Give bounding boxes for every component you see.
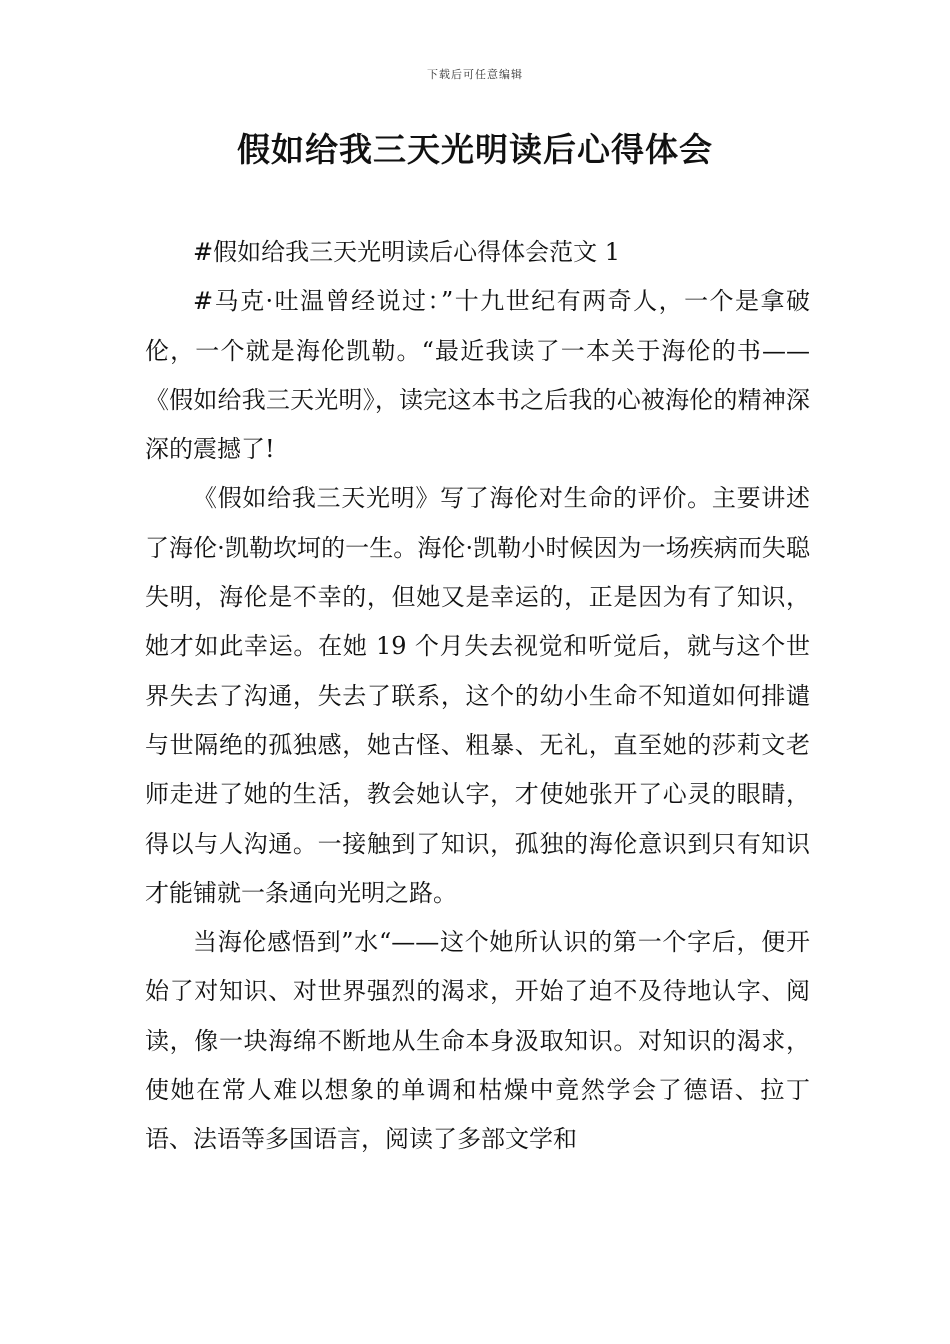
- paragraph: 当海伦感悟到”水“——这个她所认识的第一个字后，便开始了对知识、对世界强烈的渴求，开始了迫不及待地认字、阅读，像一块海绵不断地从生命本身汲取知识。对知识的渴求，使她在常人难以想象的单调和枯燥中竟然学会了德语、拉丁语、法语等多国语言，阅读了多部文学和: [145, 928, 810, 1154]
- page-header-note: 下载后可任意编辑: [427, 68, 523, 81]
- paragraph: #马克·吐温曾经说过：”十九世纪有两奇人，一个是拿破伦，一个就是海伦凯勒。“最近我读了一本关于海伦的书——《假如给我三天光明》，读完这本书之后我的心被海伦的精神深深的震撼了!: [145, 287, 810, 464]
- paragraph-subtitle: #假如给我三天光明读后心得体会范文 1: [193, 238, 621, 266]
- document-body: [145, 228, 810, 1165]
- document-title: 假如给我三天光明读后心得体会: [237, 130, 713, 169]
- paragraph: 《假如给我三天光明》写了海伦对生命的评价。主要讲述了海伦·凯勒坎坷的一生。海伦·凯勒小时候因为一场疾病而失聪失明，海伦是不幸的，但她又是幸运的，正是因为有了知识，她才如此幸运。在她 19 个月失去视觉和听觉后，就与这个世界失去了沟通，失去了联系，这个的幼小生命不知道如何排谴与世隔绝的孤独感，她古怪、粗暴、无礼，直至她的莎莉文老师走进了她的生活，教会她认字，才使她张开了心灵的眼睛，得以与人沟通。一接触到了知识，孤独的海伦意识到只有知识才能铺就一条通向光明之路。: [145, 484, 810, 907]
